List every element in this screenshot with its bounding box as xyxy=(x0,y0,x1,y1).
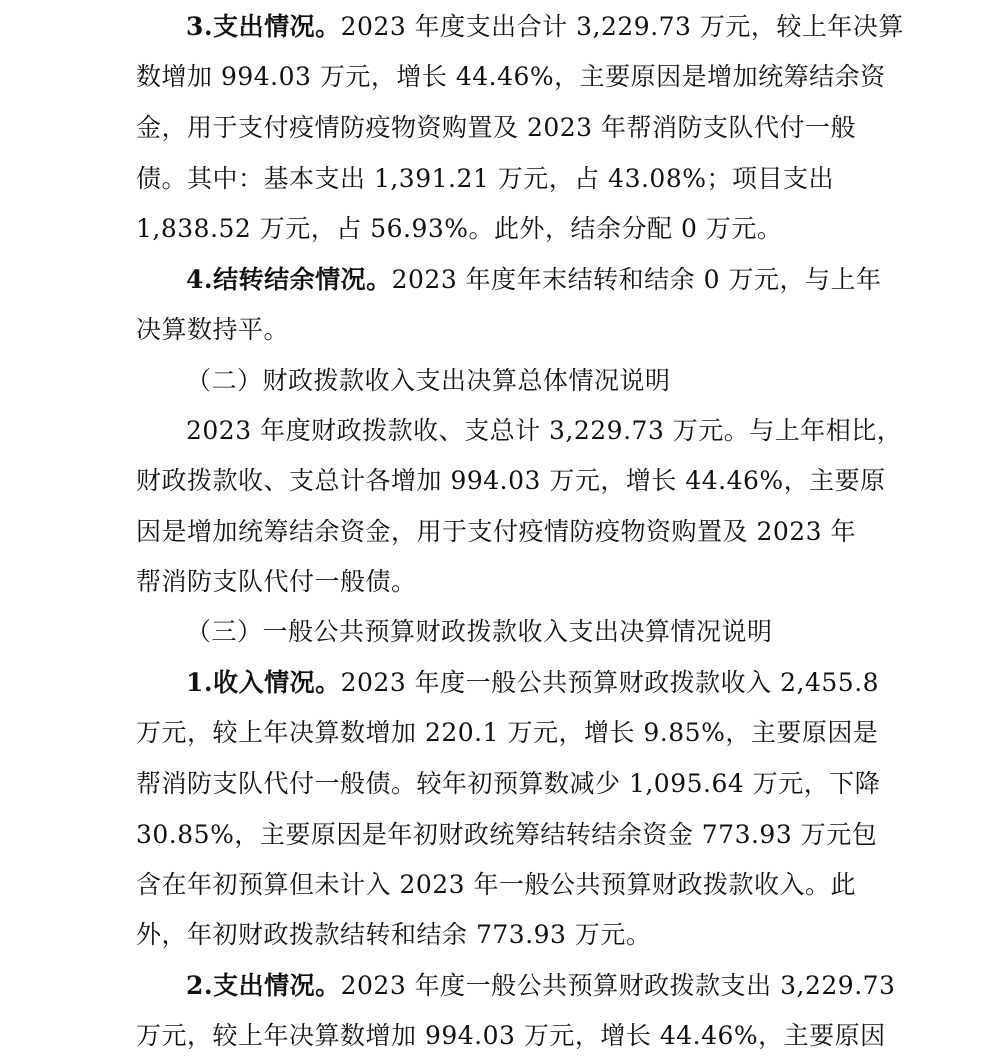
paragraph-fiscal-total-line-4: 帮消防支队代付一般债。 xyxy=(136,567,417,596)
section-heading-3: （三）一般公共预算财政拨款收入支出决算情况说明 xyxy=(186,617,773,646)
section-lead-income: 1.收入情况。 xyxy=(186,668,341,697)
paragraph-gp-expenditure-line-1 xyxy=(186,971,896,1001)
text-segment: 2023 年度一般公共预算财政拨款支出 3,229.73 xyxy=(340,971,896,1000)
paragraph-fiscal-total-line-1: 2023 年度财政拨款收、支总计 3,229.73 万元。与上年相比， xyxy=(186,416,903,445)
section-lead-expenditure: 3.支出情况。 xyxy=(186,12,341,41)
paragraph-income-line-3: 帮消防支队代付一般债。较年初预算数减少 1,095.64 万元，下降 xyxy=(136,769,881,798)
text-segment: 2023 年度年末结转和结余 0 万元，与上年 xyxy=(391,265,882,294)
paragraph-expenditure-line-3: 金，用于支付疫情防疫物资购置及 2023 年帮消防支队代付一般 xyxy=(136,113,857,142)
section-lead-gp-expenditure: 2.支出情况。 xyxy=(186,971,341,1000)
paragraph-gp-expenditure-line-2: 万元，较上年决算数增加 994.03 万元，增长 44.46%，主要原因 xyxy=(136,1021,886,1050)
paragraph-income-line-1 xyxy=(186,668,880,698)
section-lead-carryover: 4.结转结余情况。 xyxy=(186,265,392,294)
paragraph-income-line-5: 含在年初预算但未计入 2023 年一般公共预算财政拨款收入。此 xyxy=(136,870,857,899)
paragraph-carryover-line-1 xyxy=(186,265,882,295)
paragraph-carryover-line-2: 决算数持平。 xyxy=(136,315,290,344)
section-heading-2: （二）财政拨款收入支出决算总体情况说明 xyxy=(186,366,671,395)
paragraph-expenditure-line-2: 数增加 994.03 万元，增长 44.46%，主要原因是增加统筹结余资 xyxy=(136,62,886,91)
paragraph-expenditure-line-5: 1,838.52 万元，占 56.93%。此外，结余分配 0 万元。 xyxy=(136,214,783,243)
paragraph-fiscal-total-line-3: 因是增加统筹结余资金，用于支付疫情防疫物资购置及 2023 年 xyxy=(136,517,857,546)
text-segment: 2023 年度一般公共预算财政拨款收入 2,455.8 xyxy=(340,668,880,697)
paragraph-income-line-2: 万元，较上年决算数增加 220.1 万元，增长 9.85%，主要原因是 xyxy=(136,718,879,747)
paragraph-income-line-6: 外，年初财政拨款结转和结余 773.93 万元。 xyxy=(136,920,652,949)
paragraph-expenditure-line-4: 债。其中：基本支出 1,391.21 万元，占 43.08%；项目支出 xyxy=(136,164,834,193)
paragraph-fiscal-total-line-2: 财政拨款收、支总计各增加 994.03 万元，增长 44.46%，主要原 xyxy=(136,466,886,495)
paragraph-expenditure-line-1 xyxy=(186,12,904,42)
text-segment: 2023 年度支出合计 3,229.73 万元，较上年决算 xyxy=(340,12,904,41)
paragraph-income-line-4: 30.85%，主要原因是年初财政统筹结转结余资金 773.93 万元包 xyxy=(136,820,878,849)
